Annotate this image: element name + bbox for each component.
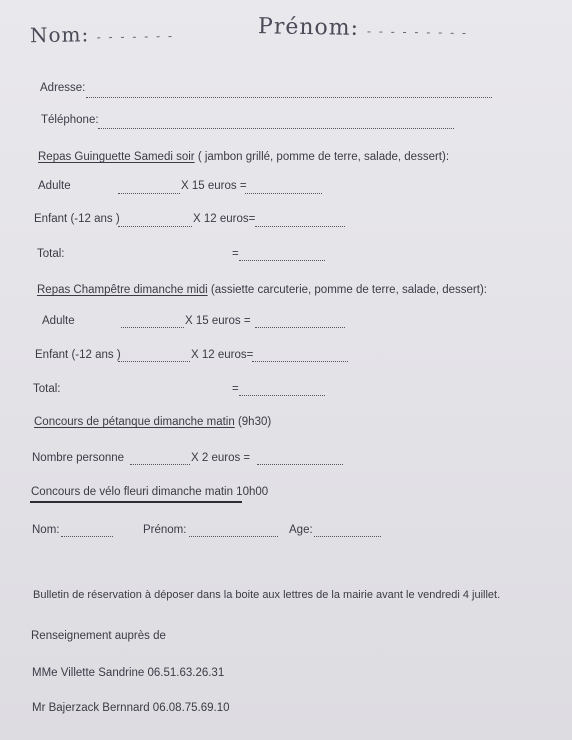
handwritten-nom (30, 21, 174, 48)
samedi-adulte-price: X 15 euros = (181, 180, 247, 192)
samedi-heading (38, 151, 449, 163)
petanque-heading (34, 416, 271, 428)
dimanche-total-label: Total: (33, 383, 61, 395)
petanque-time: (9h30) (234, 416, 272, 428)
samedi-total-field[interactable] (239, 259, 325, 261)
telephone-label: Téléphone: (41, 114, 99, 126)
samedi-total-eq: = (232, 248, 239, 260)
dimanche-adulte-price: X 15 euros = (185, 315, 251, 327)
nom-dots: - - - - - - - (96, 28, 175, 45)
velo-heading: Concours de vélo fleuri dimanche matin 10h00 (31, 486, 269, 498)
prenom-colon: : (350, 15, 360, 41)
dimanche-enfant-qty-field[interactable] (118, 360, 190, 362)
adresse-field[interactable] (86, 96, 492, 98)
contact-1: MMe Villette Sandrine 06.51.63.26.31 (32, 667, 225, 679)
samedi-enfant-qty-field[interactable] (118, 225, 192, 227)
petanque-total-field[interactable] (257, 463, 343, 465)
telephone-field[interactable] (98, 127, 454, 129)
velo-underline (30, 501, 242, 503)
dimanche-heading (37, 284, 487, 296)
petanque-qty-field[interactable] (130, 463, 190, 465)
bulletin-text: Bulletin de réservation à déposer dans la boite aux lettres de la mairie avant le vendredi 4 juillet. (33, 589, 501, 601)
dimanche-adulte-qty-field[interactable] (121, 326, 184, 328)
samedi-enfant-total-field[interactable] (255, 225, 345, 227)
petanque-nombre-label: Nombre personne (32, 452, 125, 464)
dimanche-enfant-total-field[interactable] (252, 360, 348, 362)
dimanche-total-eq: = (232, 383, 239, 395)
contact-2: Mr Bajerzack Bernnard 06.08.75.69.10 (32, 702, 230, 714)
dimanche-adulte-label: Adulte (42, 315, 75, 327)
dimanche-enfant-price: X 12 euros= (191, 349, 254, 361)
velo-age-label: Age: (289, 524, 313, 536)
velo-prenom-label: Prénom: (143, 524, 187, 536)
nom-label: Nom (29, 22, 82, 48)
samedi-adulte-label: Adulte (38, 180, 71, 192)
renseignement-text: Renseignement auprès de (31, 630, 166, 642)
samedi-desc: ( jambon grillé, pomme de terre, salade, dessert): (194, 151, 450, 163)
samedi-enfant-price: X 12 euros= (193, 213, 256, 225)
dimanche-adulte-total-field[interactable] (255, 326, 345, 328)
handwritten-prenom (258, 14, 468, 43)
petanque-price: X 2 euros = (191, 452, 251, 464)
adresse-label: Adresse: (40, 82, 86, 94)
prenom-label: Prénom (257, 14, 351, 41)
nom-colon: : (81, 22, 90, 47)
samedi-adulte-qty-field[interactable] (118, 192, 180, 194)
dimanche-desc: (assiette carcuterie, pomme de terre, salade, dessert): (207, 284, 487, 296)
velo-age-field[interactable] (314, 535, 381, 537)
velo-nom-label: Nom: (32, 524, 60, 536)
dimanche-total-field[interactable] (239, 394, 325, 396)
dimanche-enfant-label: Enfant (-12 ans ) (35, 349, 121, 361)
velo-nom-field[interactable] (61, 535, 113, 537)
petanque-title: Concours de pétanque dimanche matin (34, 416, 235, 428)
samedi-total-label: Total: (37, 248, 65, 260)
samedi-title: Repas Guinguette Samedi soir (38, 151, 195, 163)
samedi-enfant-label: Enfant (-12 ans ) (34, 213, 120, 225)
samedi-adulte-total-field[interactable] (245, 192, 322, 194)
dimanche-title: Repas Champêtre dimanche midi (37, 284, 208, 296)
prenom-dots: - - - - - - - - - (366, 24, 469, 40)
velo-prenom-field[interactable] (189, 535, 278, 537)
